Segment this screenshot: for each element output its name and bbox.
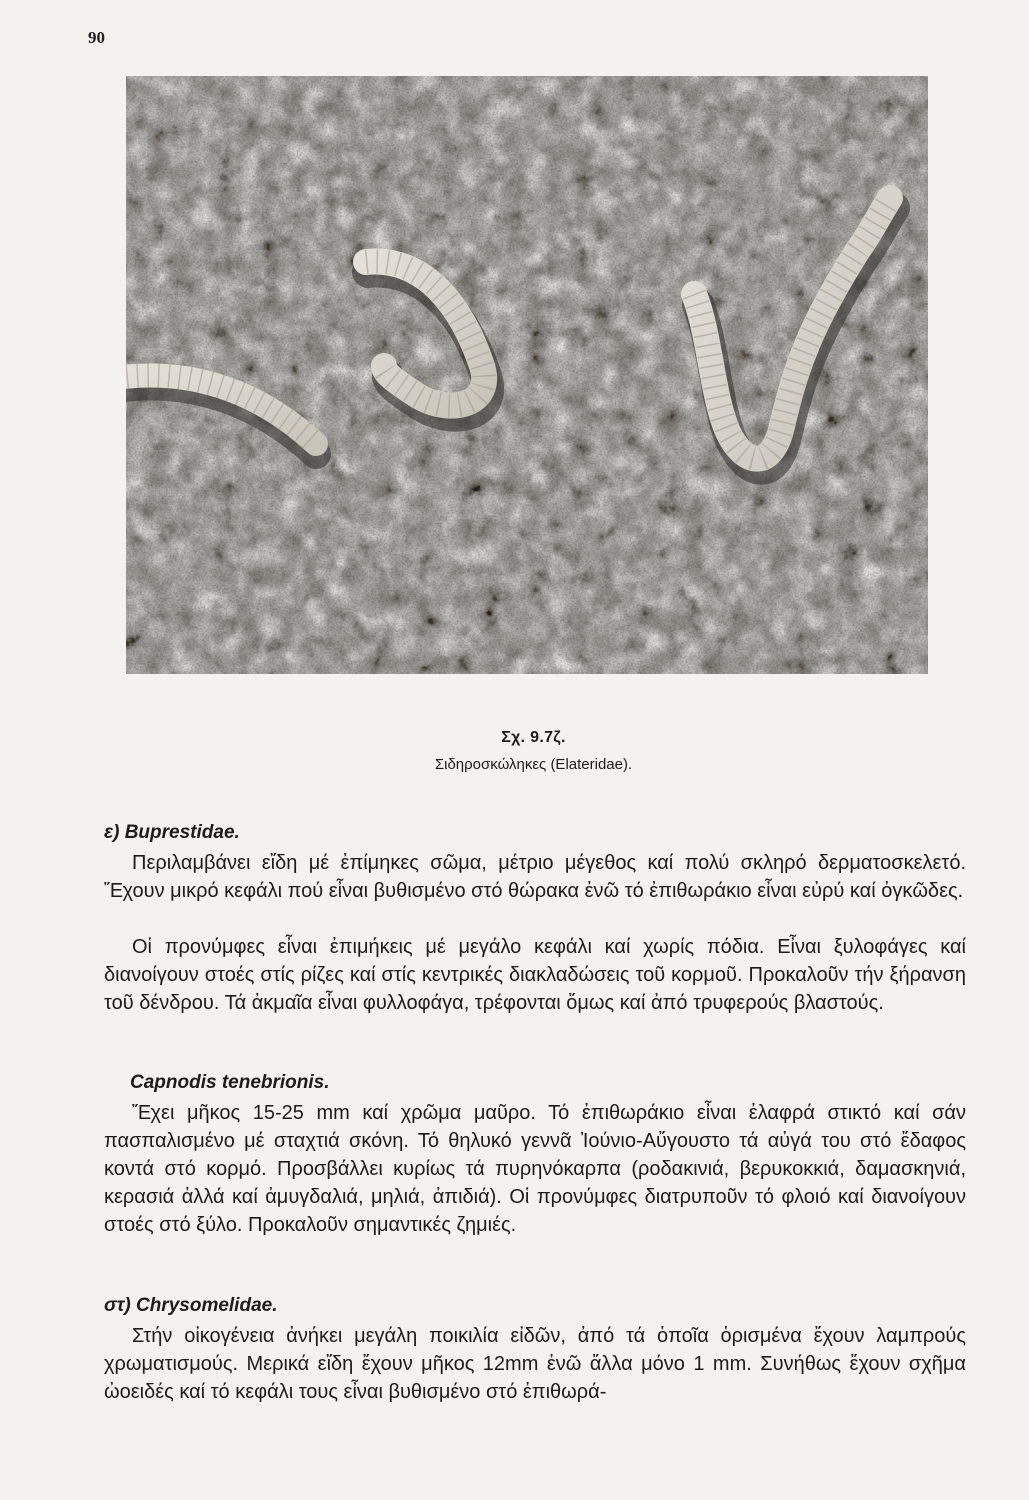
section-heading-buprestidae: ε) Buprestidae.: [104, 822, 240, 843]
figure-label: Σχ. 9.7ζ.: [501, 729, 566, 746]
figure-photo: [126, 76, 928, 674]
section-heading-chrysomelidae: στ) Chrysomelidae.: [104, 1295, 278, 1316]
paragraph-capnodis: Ἔχει μῆκος 15-25 mm καί χρῶμα μαῦρο. Τό ἐπιθωράκιο εἶναι ἐλαφρά στικτό καί σάν πασπαλισμένο μέ σταχτιά σκόνη. Τό θηλυκό γεννᾶ Ἰούνιο-Αὔγουστο τά αὐγά του στό ἔδαφος κοντά στό κορμό. Προσβάλλει κυρίως τά πυρηνόκαρπα (ροδακινιά, βερυκοκκιά, δαμασκηνιά, κερασιά ἀλλά καί ἀμυγδαλιά, μηλιά, ἀπιδιά). Οἱ προνύμφες διατρυποῦν τό φλοιό καί διανοίγουν στοές στό ξύλο. Προκαλοῦν σημαντικές ζημιές.: [104, 1102, 966, 1236]
figure-caption: Σιδηροσκώληκες (Elateridae).: [434, 756, 633, 773]
page-number: 90: [88, 28, 105, 47]
section-heading-capnodis: Capnodis tenebrionis.: [130, 1072, 330, 1093]
paragraph-buprestidae-1: Περιλαμβάνει εἴδη μέ ἐπίμηκες σῶμα, μέτριο μέγεθος καί πολύ σκληρό δερματοσκελετό. Ἔχουν μικρό κεφάλι πού εἶναι βυθισμένο στό θώρακα ἐνῶ τό ἐπιθωράκιο εἶναι εὐρύ καί ὀγκῶδες.: [104, 852, 966, 902]
paragraph-buprestidae-2: Οἱ προνύμφες εἶναι ἐπιμήκεις μέ μεγάλο κεφάλι καί χωρίς πόδια. Εἶναι ξυλοφάγες καί διανοίγουν στοές στίς ρίζες καί στίς κεντρικές διακλαδώσεις τοῦ κορμοῦ. Προκαλοῦν τήν ξήρανση τοῦ δένδρου. Τά ἀκμαῖα εἶναι φυλλοφάγα, τρέφονται ὅμως καί ἀπό τρυφερούς βλαστούς.: [104, 936, 966, 1014]
paragraph-chrysomelidae: Στήν οἰκογένεια ἀνήκει μεγάλη ποικιλία εἰδῶν, ἀπό τά ὁποῖα ὁρισμένα ἔχουν λαμπρούς χρωματισμούς. Μερικά εἴδη ἔχουν μῆκος 12mm ἐνῶ ἄλλα μόνο 1 mm. Συνήθως ἔχουν σχῆμα ὠοειδές καί τό κεφάλι τους εἶναι βυθισμένο στό ἐπιθωρά-: [104, 1325, 966, 1403]
